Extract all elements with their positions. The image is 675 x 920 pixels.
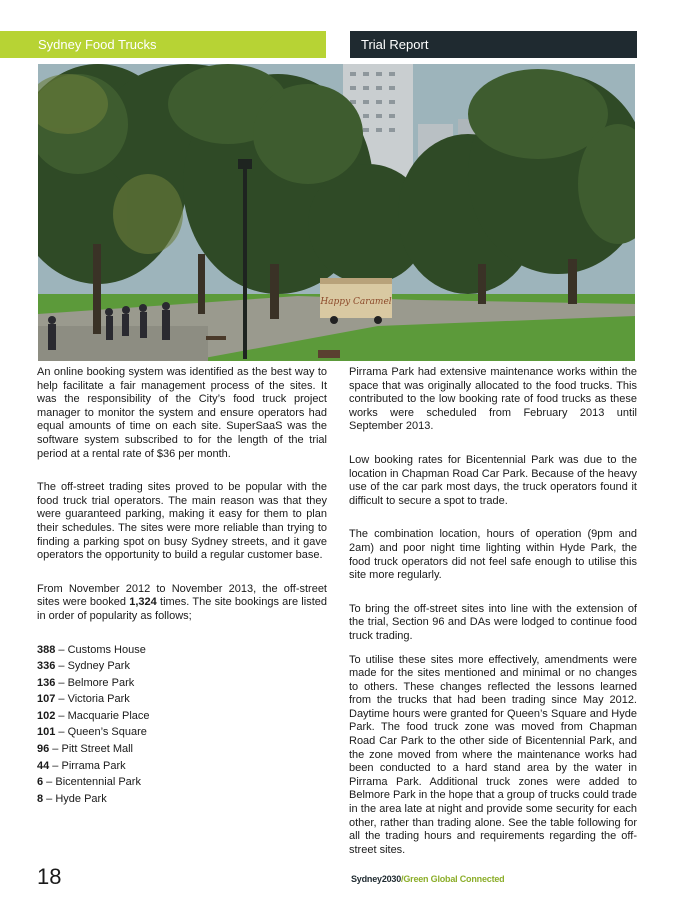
booking-site: Pirrama Park bbox=[61, 759, 126, 772]
booking-site: Belmore Park bbox=[67, 676, 135, 689]
paragraph-section-96: To bring the off-street sites into line with the extension of the trial, Section 96 and DAs were lodged to continue food truck trading. bbox=[349, 602, 637, 642]
booking-separator: – bbox=[55, 676, 68, 689]
paragraph-amendments: To utilise these sites more effectively, amendments were made for the sites mentioned and minimal or no changes to others. These changes reflected the lessons learned from the trucks that had been trading since May 2012. Daytime hours were granted for Queen’s Square and Hyde Park. The food truck zone was moved from Chapman Road Car Park to the other side of Bicentennial Park, and the zone moved from where the maintenance works had been conducted to a hard stand area by the water in Pirrama Park. Additional truck zones were added to Belmore Park in the hope that a group of trucks could trade in the area late at night and provide some security for each other, rather than trading alone. See the table following for all the trading hours and requirements regarding the off-street sites. bbox=[349, 653, 637, 856]
booking-site: Macquarie Place bbox=[67, 709, 150, 722]
booking-site: Customs House bbox=[67, 643, 146, 656]
booking-site: Pitt Street Mall bbox=[61, 743, 134, 756]
booking-count: 96 bbox=[37, 743, 50, 756]
booking-site: Bicentennial Park bbox=[55, 776, 141, 789]
booking-separator: – bbox=[49, 759, 62, 772]
paragraph-pirrama-park: Pirrama Park had extensive maintenance works within the space that was originally allocated to the food trucks. This contributed to the low booking rate of food trucks as these works were scheduled from February 2013 until September 2013. bbox=[349, 366, 637, 433]
header-report-title: Trial Report bbox=[350, 31, 637, 58]
list-item bbox=[37, 644, 327, 658]
booking-separator: – bbox=[43, 776, 56, 789]
list-item bbox=[37, 660, 327, 674]
booking-site: Queen’s Square bbox=[67, 726, 147, 739]
booking-separator: – bbox=[55, 643, 68, 656]
header-section-title: Sydney Food Trucks bbox=[0, 31, 326, 58]
truck-sign: Happy Caramel bbox=[320, 297, 392, 307]
booking-count: 8 bbox=[37, 792, 44, 805]
list-item bbox=[37, 726, 327, 740]
booking-site: Hyde Park bbox=[55, 792, 107, 805]
booking-count: 136 bbox=[37, 676, 56, 689]
paragraph-hyde-park: The combination location, hours of operation (9pm and 2am) and poor night time lighting within Hyde Park, the food truck operators did not feel safe enough to utilise this site more regularly. bbox=[349, 528, 637, 582]
brand-sydney2030: Sydney2030 bbox=[351, 874, 402, 884]
booking-count: 101 bbox=[37, 726, 56, 739]
booking-count: 388 bbox=[37, 643, 56, 656]
paragraph-offstreet-popular: The off-street trading sites proved to be popular with the food truck trial operators. The main reason was that they were guaranteed parking, making it easy for them to plan their schedules. The sites were more reliable than trying to finding a parking spot on busy Sydney streets, and it gave operators the opportunity to build a regular customer base. bbox=[37, 481, 327, 562]
park-photo bbox=[38, 64, 635, 361]
booking-separator: – bbox=[49, 743, 62, 756]
booking-totals-outro: times. The site bookings are listed in order of popularity as follows; bbox=[37, 596, 327, 622]
right-text-column bbox=[349, 366, 637, 877]
list-item bbox=[37, 743, 327, 757]
booking-count: 107 bbox=[37, 693, 56, 706]
paragraph-booking-totals bbox=[37, 583, 327, 624]
park-photo-illustration bbox=[38, 64, 635, 361]
booking-site: Victoria Park bbox=[67, 693, 130, 706]
list-item bbox=[37, 710, 327, 724]
booking-separator: – bbox=[43, 792, 56, 805]
paragraph-booking-system: An online booking system was identified as the best way to help facilitate a fair management process of the sites. It was the responsibility of the City’s food truck project manager to monitor the system and ensure operators had equal amounts of time on each site. SuperSaaS was the software system subscribed to for the length of the trial period at a rental rate of $36 per month. bbox=[37, 366, 327, 460]
booking-separator: – bbox=[55, 709, 68, 722]
paragraph-bicentennial-park: Low booking rates for Bicentennial Park was due to the location in Chapman Road Car Park. Because of the heavy use of the car park most days, the truck operators found it difficult to secure a spot to trade. bbox=[349, 453, 637, 507]
booking-count: 336 bbox=[37, 660, 56, 673]
booking-site: Sydney Park bbox=[67, 660, 130, 673]
booking-count: 102 bbox=[37, 709, 56, 722]
page-number: 18 bbox=[37, 864, 62, 889]
booking-separator: – bbox=[55, 726, 68, 739]
booking-total-count: 1,324 bbox=[129, 596, 157, 609]
list-item bbox=[37, 760, 327, 774]
list-item bbox=[37, 693, 327, 707]
booking-count: 44 bbox=[37, 759, 50, 772]
brand-tagline: /Green Global Connected bbox=[401, 874, 505, 884]
footer-brand-logo bbox=[351, 874, 504, 884]
list-item bbox=[37, 677, 327, 691]
list-item bbox=[37, 793, 327, 807]
booking-separator: – bbox=[55, 660, 68, 673]
list-item bbox=[37, 776, 327, 790]
booking-totals-intro: From November 2012 to November 2013, the off-street sites were booked bbox=[37, 582, 327, 609]
left-text-column bbox=[37, 366, 327, 809]
booking-list bbox=[37, 644, 327, 807]
booking-count: 6 bbox=[37, 776, 44, 789]
booking-separator: – bbox=[55, 693, 68, 706]
